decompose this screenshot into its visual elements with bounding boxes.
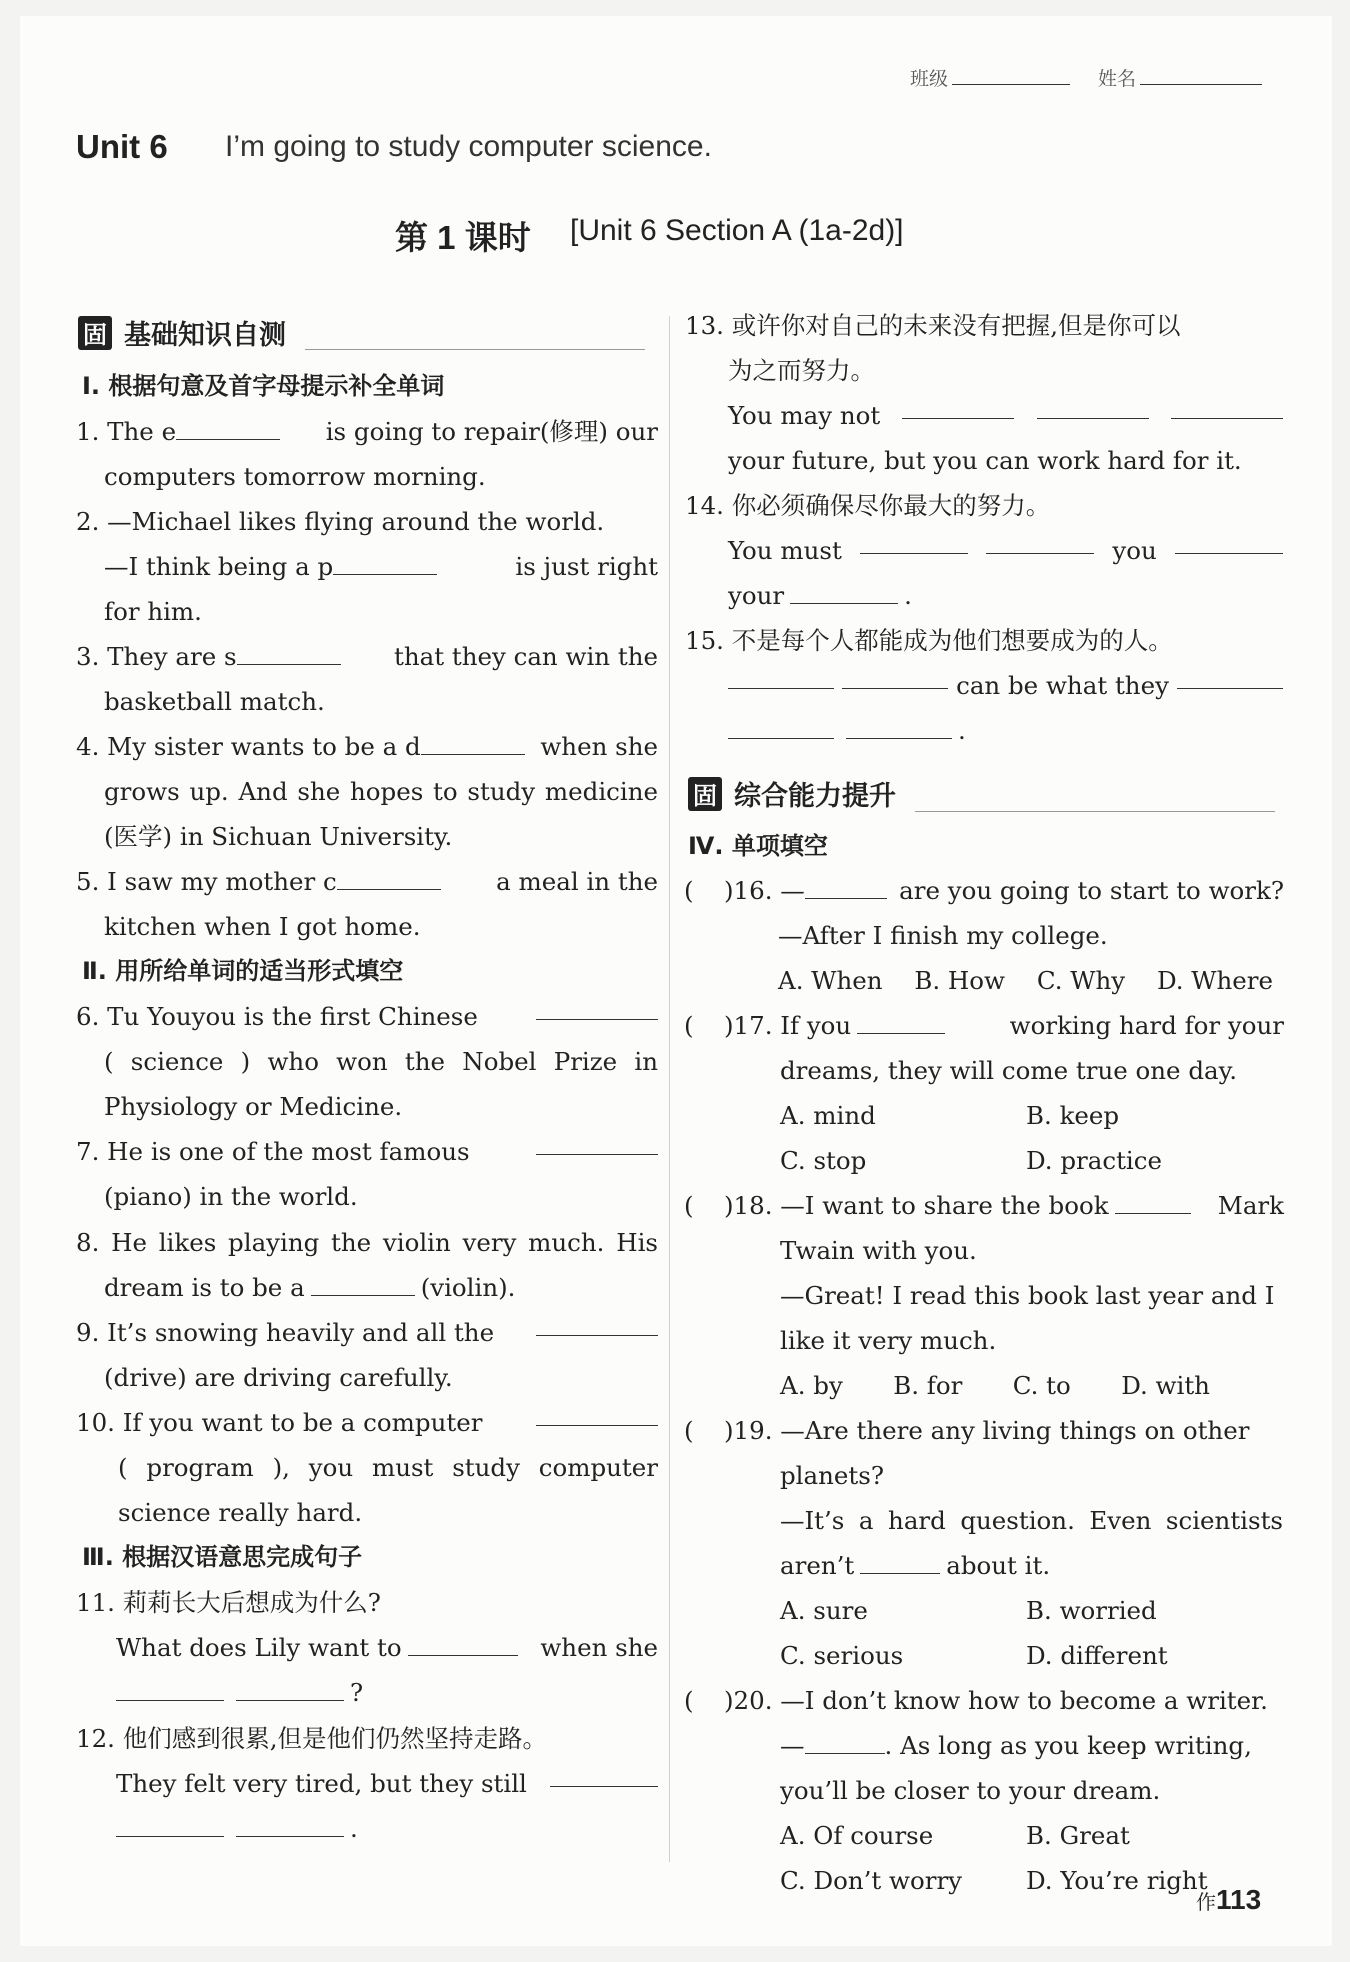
q7-line-2: (piano) in the world. — [104, 1182, 358, 1211]
q16-option-b[interactable]: B. How — [914, 966, 1006, 995]
q5-text: 5. I saw my mother c — [76, 867, 337, 896]
q1-text: 1. The e — [76, 417, 177, 446]
q16-option-a[interactable]: A. When — [778, 966, 883, 995]
q17-blank[interactable] — [857, 1009, 945, 1035]
q4-text-2: when she — [540, 732, 658, 761]
q11-end: ? — [350, 1678, 364, 1707]
q16-options — [778, 958, 1273, 1003]
q8-blank[interactable] — [311, 1271, 415, 1297]
q2-line-1: 2. —Michael likes flying around the world. — [76, 507, 605, 536]
q20-text-2: — — [780, 1731, 805, 1760]
q18-text-2: Mark — [1217, 1191, 1284, 1220]
q5-line-1 — [76, 859, 658, 904]
q17-text: )17. If you — [724, 1011, 852, 1040]
q18-options — [780, 1363, 1210, 1408]
q14-line-3 — [728, 573, 912, 618]
q5-blank[interactable] — [337, 865, 441, 891]
section-advanced-header — [688, 774, 896, 813]
q16-text: )16. — — [724, 876, 805, 905]
q1-text-2: is going to repair(修理) our — [325, 417, 658, 446]
q6-line-2: ( science ) who won the Nobel Prize in — [104, 1047, 658, 1076]
page-number — [1196, 1884, 1261, 1916]
q17-text-2: working hard for your — [1009, 1011, 1284, 1040]
q19-answer-paren[interactable]: ( — [684, 1416, 694, 1445]
section-basic-header — [78, 313, 286, 352]
q4-blank[interactable] — [421, 730, 525, 756]
q9-blank[interactable] — [536, 1310, 658, 1336]
q20-option-d[interactable]: D. You’re right — [1026, 1866, 1208, 1895]
q13-line-3 — [728, 393, 1283, 438]
part-3-heading: Ⅲ. 根据汉语意思完成句子 — [82, 1543, 363, 1571]
q15-line-2 — [728, 663, 1283, 708]
name-blank[interactable] — [1140, 65, 1262, 85]
q18-option-d[interactable]: D. with — [1121, 1371, 1210, 1400]
q3-line-1 — [76, 634, 658, 679]
q1-blank[interactable] — [176, 415, 280, 441]
q7-blank[interactable] — [536, 1129, 658, 1155]
class-label: 班级 — [910, 69, 949, 90]
q15-blank-3[interactable] — [1177, 663, 1283, 689]
q19-option-b[interactable]: B. worried — [1026, 1596, 1157, 1625]
q15-blank-5[interactable] — [846, 714, 952, 740]
q12-line-3 — [116, 1806, 358, 1851]
q20-line-2 — [780, 1723, 1252, 1768]
q1-line-2: computers tomorrow morning. — [104, 462, 486, 491]
q19-text: )19. —Are there any living things on other — [724, 1416, 1250, 1445]
q19-text-2: aren’t — [780, 1551, 855, 1580]
q14-blank-3[interactable] — [1175, 528, 1283, 554]
q20-line-3: you’ll be closer to your dream. — [780, 1776, 1161, 1805]
q15-blank-4[interactable] — [728, 714, 834, 740]
q13-text: You may not — [728, 401, 881, 430]
q6-text: 6. Tu Youyou is the first Chinese — [76, 1002, 478, 1031]
section-icon-2: 固 — [688, 777, 722, 811]
q17-answer-paren[interactable]: ( — [684, 1011, 694, 1040]
q16-option-c[interactable]: C. Why — [1036, 966, 1126, 995]
q9-line-2: (drive) are driving carefully. — [104, 1363, 453, 1392]
q18-line-2: Twain with you. — [780, 1236, 977, 1265]
name-field[interactable] — [1098, 64, 1262, 91]
q19-option-c[interactable]: C. serious — [780, 1641, 904, 1670]
q9-text: 9. It’s snowing heavily and all the — [76, 1318, 495, 1347]
q14-blank-4[interactable] — [790, 579, 898, 605]
q5-text-2: a meal in the — [496, 867, 658, 896]
q14-text-2: you — [1112, 536, 1157, 565]
q14-line-1: 14. 你必须确保尽你最大的努力。 — [685, 491, 1051, 520]
q11-line-1: 11. 莉莉长大后想成为什么? — [76, 1588, 381, 1617]
q11-blank-1[interactable] — [408, 1631, 518, 1657]
q18-option-c[interactable]: C. to — [1012, 1371, 1071, 1400]
q19-line-4 — [780, 1543, 1050, 1588]
q12-blank-3[interactable] — [236, 1812, 344, 1838]
q16-text-2: are you going to start to work? — [899, 876, 1284, 905]
section-rule-2 — [915, 811, 1275, 812]
q16-line-2: —After I finish my college. — [778, 921, 1108, 950]
lesson-title: 第 1 课时 — [395, 219, 531, 256]
q7-text: 7. He is one of the most famous — [76, 1137, 470, 1166]
q18-text: )18. —I want to share the book — [724, 1191, 1109, 1220]
q19-blank[interactable] — [860, 1549, 940, 1575]
q15-text: can be what they — [956, 671, 1169, 700]
q15-end: . — [958, 716, 966, 745]
q5-line-2: kitchen when I got home. — [104, 912, 421, 941]
q13-line-2: 为之而努力。 — [728, 356, 875, 385]
q19-line-1 — [684, 1408, 1284, 1453]
q18-blank[interactable] — [1115, 1189, 1191, 1215]
q20-option-a[interactable]: A. Of course — [780, 1821, 934, 1850]
q13-blank-1[interactable] — [902, 393, 1014, 419]
q10-text: 10. If you want to be a computer — [76, 1408, 483, 1437]
q13-line-4: your future, but you can work hard for it. — [728, 446, 1242, 475]
q13-blank-2[interactable] — [1037, 393, 1149, 419]
q12-text: They felt very tired, but they still — [116, 1769, 527, 1798]
part-1-heading: Ⅰ. 根据句意及首字母提示补全单词 — [82, 372, 445, 400]
q17-line-1 — [684, 1003, 1284, 1048]
q20-blank[interactable] — [805, 1729, 885, 1755]
q16-line-1 — [684, 868, 1284, 913]
q15-line-1: 15. 不是每个人都能成为他们想要成为的人。 — [685, 626, 1173, 655]
part-4-heading: Ⅳ. 单项填空 — [688, 832, 828, 860]
q8-line-2 — [104, 1265, 515, 1310]
q19-line-3: —It’s a hard question. Even scientists — [780, 1506, 1283, 1535]
q20-option-c[interactable]: C. Don’t worry — [780, 1866, 963, 1895]
lesson-section: [Unit 6 Section A (1a-2d)] — [570, 214, 904, 247]
q11-text-2: when she — [540, 1633, 658, 1662]
page-prefix: 作 — [1196, 1892, 1216, 1914]
q12-blank-1[interactable] — [550, 1761, 658, 1787]
q8-text-2: (violin). — [420, 1273, 516, 1302]
q2-line-2 — [104, 544, 658, 589]
q14-end: . — [904, 581, 912, 610]
q10-line-2: ( program ), you must study computer — [118, 1453, 658, 1482]
q3-blank[interactable] — [237, 640, 341, 666]
section-basic-title: 基础知识自测 — [124, 320, 286, 351]
q16-option-d[interactable]: D. Where — [1156, 966, 1273, 995]
q13-blank-3[interactable] — [1171, 393, 1283, 419]
q18-line-3: —Great! I read this book last year and I — [780, 1281, 1275, 1310]
q20-answer-paren[interactable]: ( — [684, 1686, 694, 1715]
q18-option-a[interactable]: A. by — [780, 1371, 843, 1400]
q12-end: . — [350, 1814, 358, 1843]
q18-line-1 — [684, 1183, 1284, 1228]
class-field[interactable] — [910, 64, 1070, 91]
q4-line-1 — [76, 724, 658, 769]
q6-blank[interactable] — [536, 994, 658, 1020]
unit-title: I’m going to study computer science. — [225, 130, 712, 163]
q14-text-3: your — [728, 581, 785, 610]
q17-option-a[interactable]: A. mind — [780, 1101, 876, 1130]
q13-line-1: 13. 或许你对自己的未来没有把握,但是你可以 — [685, 311, 1181, 340]
q20-line-1 — [684, 1678, 1268, 1723]
column-divider — [669, 316, 670, 1862]
q11-blank-2[interactable] — [116, 1676, 224, 1702]
q3-text: 3. They are s — [76, 642, 237, 671]
q8-line-1: 8. He likes playing the violin very much. His — [76, 1228, 658, 1257]
q2-text: —I think being a p — [104, 552, 334, 581]
q10-line-3: science really hard. — [118, 1498, 363, 1527]
q6-line-1 — [76, 994, 658, 1039]
q1-line-1 — [76, 409, 658, 454]
section-rule — [305, 349, 645, 350]
q14-text: You must — [728, 536, 842, 565]
q12-blank-2[interactable] — [116, 1812, 224, 1838]
q18-line-4: like it very much. — [780, 1326, 997, 1355]
q2-blank[interactable] — [333, 550, 437, 576]
q14-blank-1[interactable] — [860, 528, 968, 554]
q11-line-2 — [116, 1625, 658, 1670]
q8-text: dream is to be a — [104, 1273, 305, 1302]
q18-answer-paren[interactable]: ( — [684, 1191, 694, 1220]
name-label: 姓名 — [1098, 69, 1137, 90]
q19-option-d[interactable]: D. different — [1026, 1641, 1168, 1670]
q15-blank-1[interactable] — [728, 663, 834, 689]
q12-line-1: 12. 他们感到很累,但是他们仍然坚持走路。 — [76, 1724, 548, 1753]
section-advanced-title: 综合能力提升 — [734, 781, 896, 812]
q9-line-1 — [76, 1310, 658, 1355]
q4-line-3: (医学) in Sichuan University. — [104, 822, 453, 851]
q11-line-3 — [116, 1670, 363, 1715]
q10-blank[interactable] — [536, 1400, 658, 1426]
q17-option-d[interactable]: D. practice — [1026, 1146, 1162, 1175]
q7-line-1 — [76, 1129, 658, 1174]
q15-blank-2[interactable] — [842, 663, 948, 689]
page-num: 113 — [1216, 1884, 1262, 1915]
q14-blank-2[interactable] — [986, 528, 1094, 554]
q17-line-2: dreams, they will come true one day. — [780, 1056, 1237, 1085]
q10-line-1 — [76, 1400, 658, 1445]
q12-line-2 — [116, 1761, 658, 1806]
unit-label: Unit 6 — [76, 128, 168, 165]
q17-option-b[interactable]: B. keep — [1026, 1101, 1120, 1130]
q11-text: What does Lily want to — [116, 1633, 402, 1662]
q19-option-a[interactable]: A. sure — [780, 1596, 868, 1625]
class-blank[interactable] — [952, 65, 1070, 85]
q2-line-3: for him. — [104, 597, 202, 626]
q16-blank[interactable] — [805, 874, 887, 900]
q6-line-3: Physiology or Medicine. — [104, 1092, 403, 1121]
q2-text-2: is just right — [515, 552, 658, 581]
part-2-heading: Ⅱ. 用所给单词的适当形式填空 — [82, 957, 404, 985]
q16-answer-paren[interactable]: ( — [684, 876, 694, 905]
q17-option-c[interactable]: C. stop — [780, 1146, 867, 1175]
q19-text-3: about it. — [946, 1551, 1051, 1580]
q14-line-2 — [728, 528, 1283, 573]
q11-blank-3[interactable] — [236, 1676, 344, 1702]
q19-line-2: planets? — [780, 1461, 884, 1490]
q3-line-2: basketball match. — [104, 687, 325, 716]
q18-option-b[interactable]: B. for — [893, 1371, 963, 1400]
q20-text-3: . As long as you keep writing, — [884, 1731, 1252, 1760]
q4-line-2: grows up. And she hopes to study medicine — [104, 777, 658, 806]
q20-option-b[interactable]: B. Great — [1026, 1821, 1130, 1850]
q4-text: 4. My sister wants to be a d — [76, 732, 421, 761]
q15-line-3 — [728, 708, 966, 753]
q20-text: )20. —I don’t know how to become a writer. — [724, 1686, 1268, 1715]
worksheet-page — [20, 16, 1332, 1946]
q3-text-2: that they can win the — [393, 642, 658, 671]
section-icon: 固 — [78, 316, 112, 350]
